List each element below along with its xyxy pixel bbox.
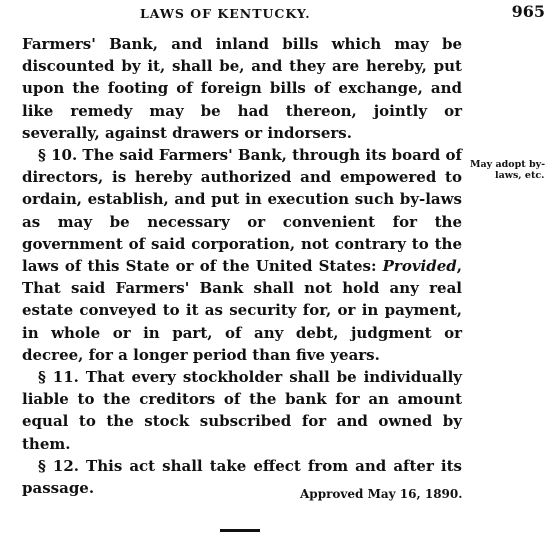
- approval-date: Approved May 16, 1890.: [300, 487, 463, 501]
- paragraph-continuation: Farmers' Bank, and inland bills which may be discounted by it, shall be, and they are hereby, put upon the footing of foreign bills of exchange, and like remedy may be had thereon, jointly or severally, against drawers or indorsers.: [22, 35, 462, 142]
- margin-note-line1: May adopt by-: [470, 159, 546, 170]
- section-11: § 11. That every stockholder shall be individually liable to the creditors of the bank for an amount equal to the stock subscribed for and owned by them.: [22, 368, 462, 453]
- section-10-text: § 10. The said Farmers' Bank, through its board of directors, is hereby authorized and empowered to ordain, establish, and put in execution such by-laws as may be necessary or convenient for the government of said corporation, not contrary to the laws of this State or of the United States:: [22, 146, 462, 276]
- section-12: § 12. This act shall take effect from and after its passage.: [22, 456, 462, 498]
- running-head: LAWS OF KENTUCKY.: [140, 6, 311, 21]
- proviso-word: Provided: [382, 257, 457, 276]
- body-text: [22, 33, 462, 499]
- margin-note-line2: laws, etc.: [495, 170, 545, 181]
- section-10: [22, 144, 462, 366]
- section-10-text-cont: , That said Farmers' Bank shall not hold any real estate conveyed to it as security for, or in payment, in whole or in part, of any debt, judgment or decree, for a longer period than five years.: [22, 257, 462, 364]
- margin-note: [470, 159, 550, 181]
- end-rule: [220, 529, 260, 532]
- page-number: 965: [511, 2, 545, 21]
